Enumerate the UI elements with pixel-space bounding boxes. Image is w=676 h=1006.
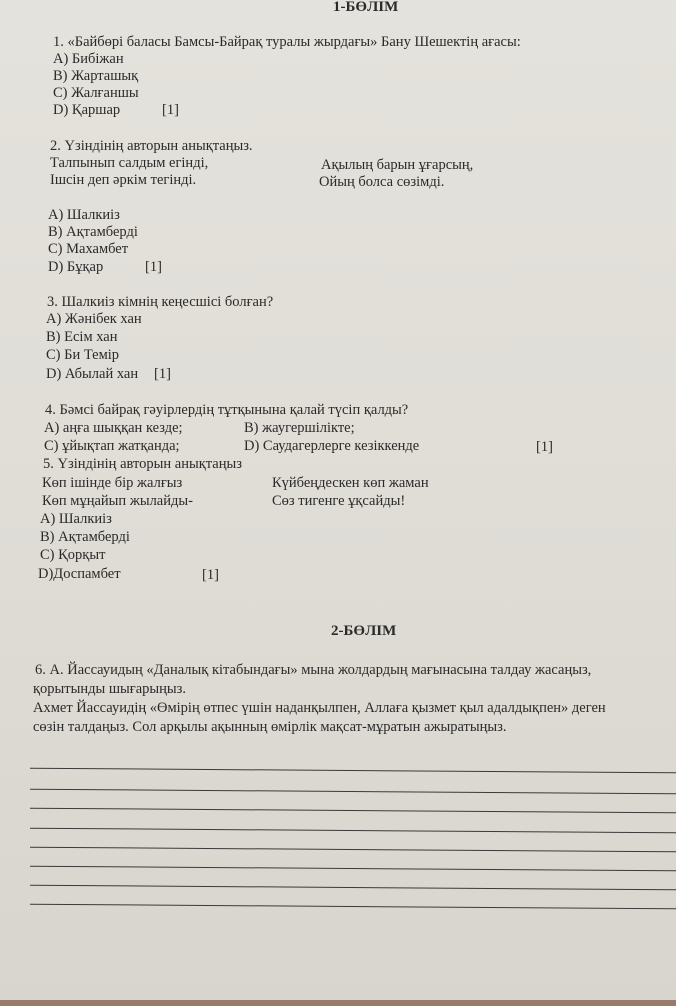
- question-6-line-2: қорытынды шығарыңыз.: [33, 681, 187, 697]
- question-5-poem-right-2: Сөз тигенге ұқсайды!: [272, 493, 406, 509]
- answer-line: [30, 828, 676, 834]
- question-2-poem-right-2: Ойың болса сөзімді.: [319, 174, 445, 190]
- question-1-option-b: B) Жарташық: [53, 68, 139, 84]
- answer-line: [30, 847, 676, 853]
- answer-line: [30, 768, 676, 774]
- question-4-mark: [1]: [536, 439, 553, 455]
- question-1-text: 1. «Байбөрі баласы Бамсы-Байрақ туралы жырдағы» Бану Шешектің ағасы:: [53, 34, 521, 50]
- question-2-option-c: C) Махамбет: [48, 241, 129, 257]
- table-edge: [0, 1000, 676, 1006]
- question-3-option-c: C) Би Темір: [46, 347, 120, 363]
- question-3-option-b: B) Есім хан: [46, 329, 118, 345]
- question-1-option-a: A) Бибіжан: [53, 51, 124, 67]
- question-6-line-3: Ахмет Йассауидің «Өмірің өтпес үшін наданқылпен, Аллаға қызмет қыл адалдықпен» деген: [33, 700, 606, 716]
- question-2-poem-right-1: Ақылың барын ұғарсың,: [321, 157, 474, 173]
- answer-line: [30, 866, 676, 872]
- question-2-option-d: D) Бұқар: [48, 259, 104, 275]
- question-2-option-a: A) Шалкиіз: [48, 207, 120, 223]
- question-5-option-d: D)Доспамбет: [38, 566, 121, 582]
- question-2-poem-left-1: Талпынып салдым егінді,: [50, 155, 209, 171]
- answer-line: [30, 904, 676, 910]
- question-2-text: 2. Үзіндінің авторын анықтаңыз.: [50, 138, 253, 154]
- question-4-option-d: D) Саудагерлерге кезіккенде: [244, 438, 420, 454]
- section2-title: 2-БӨЛІМ: [331, 623, 397, 639]
- question-2-mark: [1]: [145, 259, 162, 275]
- question-1-mark: [1]: [162, 102, 179, 118]
- question-2-option-b: B) Ақтамберді: [48, 224, 138, 240]
- question-5-option-c: C) Қорқыт: [40, 547, 106, 563]
- answer-line: [30, 808, 676, 814]
- question-5-poem-left-1: Көп ішінде бір жалғыз: [42, 475, 183, 491]
- question-5-mark: [1]: [202, 567, 219, 583]
- question-3-option-d: D) Абылай хан: [46, 366, 139, 382]
- question-1-option-d: D) Қаршар: [53, 102, 121, 118]
- question-3-mark: [1]: [154, 366, 171, 382]
- question-6-line-4: сөзін талдаңыз. Сол арқылы ақынның өмірлік мақсат-мұратын ажыратыңыз.: [33, 719, 507, 735]
- question-1-option-c: C) Жалғаншы: [53, 85, 139, 101]
- question-4-option-b: B) жаугершілікте;: [244, 420, 355, 436]
- question-5-option-b: B) Ақтамберді: [40, 529, 130, 545]
- question-4-option-a: A) аңға шыққан кезде;: [44, 420, 183, 436]
- answer-line: [30, 789, 676, 795]
- question-3-text: 3. Шалкиіз кімнің кеңесшісі болған?: [47, 294, 274, 310]
- question-4-option-c: C) ұйықтап жатқанда;: [44, 438, 180, 454]
- question-3-option-a: A) Жәнібек хан: [46, 311, 142, 327]
- question-5-poem-left-2: Көп мұңайып жылайды-: [42, 493, 193, 509]
- question-2-poem-left-2: Ішсін деп әркім тегінді.: [50, 172, 197, 188]
- answer-line: [30, 885, 676, 891]
- question-5-text: 5. Үзіндінің авторын анықтаңыз: [43, 456, 242, 472]
- question-5-option-a: A) Шалкиіз: [40, 511, 112, 527]
- section1-title: 1-БӨЛІМ: [333, 0, 399, 15]
- question-5-poem-right-1: Күйбеңдескен көп жаман: [272, 475, 429, 491]
- question-4-text: 4. Бәмсі байрақ гәуірлердің тұтқынына қалай түсіп қалды?: [45, 402, 409, 418]
- question-6-line-1: 6. А. Йассауидың «Даналық кітабындағы» мына жолдардың мағынасына талдау жасаңыз,: [35, 662, 592, 678]
